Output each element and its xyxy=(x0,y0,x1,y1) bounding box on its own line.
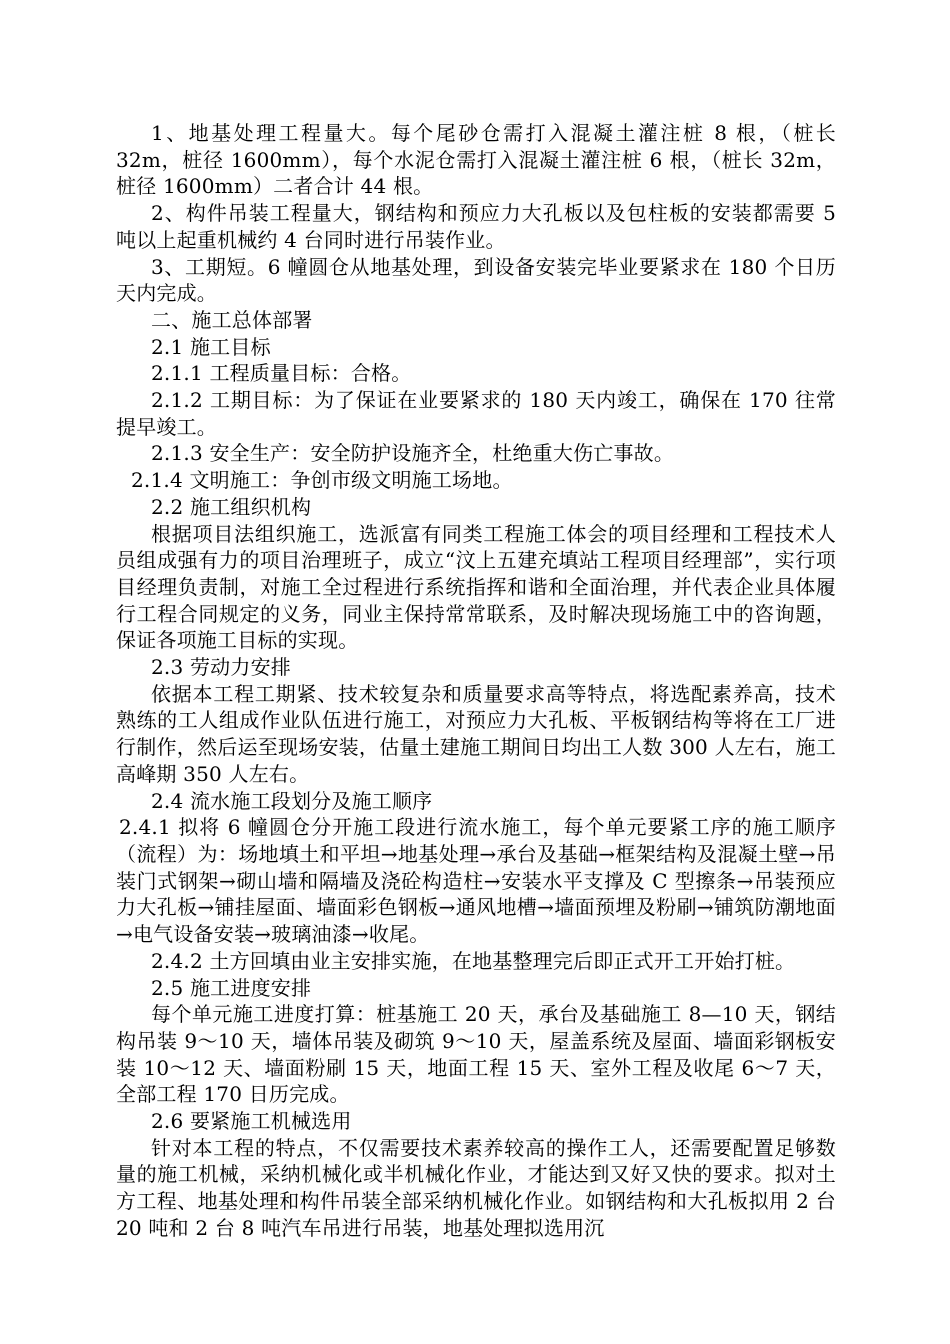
item-safety-goal: 2.1.3 安全生产：安全防护设施齐全，杜绝重大伤亡事故。 xyxy=(151,441,675,466)
paragraph-labor: 依据本工程工期紧、技术较复杂和质量要求高等特点，将选配素养高，技术熟练的工人组成作业队伍进行施工，对预应力大孔板、平板钢结构等将在工厂进行制作，然后运至现场安装，估量土建施工期间日均出工人数 300 人左右，施工高峰期 350 人左右。 xyxy=(116,681,836,786)
heading-flow-sections: 2.4 流水施工段划分及施工顺序 xyxy=(151,788,433,813)
paragraph-hoisting-quantity: 2、构件吊装工程量大，钢结构和预应力大孔板以及包柱板的安装都需要 5 吨以上起重机械约 4 台同时进行吊装作业。 xyxy=(116,201,836,252)
paragraph-pile-quantity: 1、地基处理工程量大。每个尾砂仓需打入混凝土灌注桩 8 根，（桩长 32m，桩径 1600mm），每个水泥仓需打入混凝土灌注桩 6 根，（桩长 32m，桩径 1600mm）二者合计 44 根。 xyxy=(116,121,836,199)
heading-construction-goals: 2.1 施工目标 xyxy=(151,334,271,359)
heading-schedule: 2.5 施工进度安排 xyxy=(151,975,312,1000)
paragraph-construction-sequence: 2.4.1 拟将 6 幢圆仓分开施工段进行流水施工，每个单元要紧工序的施工顺序（流程）为：场地填土和平坦→地基处理→承台及基础→框架结构及混凝土壁→吊装门式钢架→砌山墙和隔墙及浇砼构造柱→安装水平支撑及 C 型擦条→吊装预应力大孔板→铺挂屋面、墙面彩色钢板→通风地槽→墙面预埋及粉刷→铺筑防潮地面→电气设备安装→玻璃油漆→收尾。 xyxy=(116,815,836,947)
heading-organization: 2.2 施工组织机构 xyxy=(151,494,312,519)
paragraph-schedule: 每个单元施工进度打算：桩基施工 20 天，承台及基础施工 8—10 天，钢结构吊装 9～10 天，墙体吊装及砌筑 9～10 天，屋盖系统及屋面、墙面彩钢板安装 10～12 天、墙面粉刷 15 天，地面工程 15 天、室外工程及收尾 6～7 天，全部工程 170 日历完成。 xyxy=(116,1002,836,1107)
heading-labor: 2.3 劳动力安排 xyxy=(151,655,291,680)
item-schedule-goal: 2.1.2 工期目标：为了保证在业要紧求的 180 天内竣工，确保在 170 往常提早竣工。 xyxy=(116,388,836,439)
item-civilized-construction: 2.1.4 文明施工：争创市级文明施工场地。 xyxy=(131,468,513,493)
paragraph-organization: 根据项目法组织施工，选派富有同类工程施工体会的项目经理和工程技术人员组成强有力的项目治理班子，成立“汶上五建充填站工程项目经理部”，实行项目经理负责制，对施工全过程进行系统指挥和谐和全面治理，并代表企业具体履行工程合同规定的义务，同业主保持常常联系，及时解决现场施工中的咨询题，保证各项施工目标的实现。 xyxy=(116,521,836,653)
heading-machinery: 2.6 要紧施工机械选用 xyxy=(151,1109,352,1134)
paragraph-short-schedule: 3、工期短。6 幢圆仓从地基处理，到设备安装完毕业要紧求在 180 个日历天内完成。 xyxy=(116,254,836,306)
paragraph-machinery: 针对本工程的特点，不仅需要技术素养较高的操作工人，还需要配置足够数量的施工机械，采纳机械化或半机械化作业，才能达到又好又快的要求。拟对土方工程、地基处理和构件吊装全部采纳机械化作业。如钢结构和大孔板拟用 2 台 20 吨和 2 台 8 吨汽车吊进行吊装，地基处理拟选用沉 xyxy=(116,1135,836,1240)
item-quality-goal: 2.1.1 工程质量目标：合格。 xyxy=(151,361,412,386)
paragraph-earthwork: 2.4.2 土方回填由业主安排实施，在地基整理完后即正式开工开始打桩。 xyxy=(151,948,796,973)
document-body xyxy=(116,120,836,1242)
section-heading-deployment: 二、施工总体部署 xyxy=(151,307,313,332)
